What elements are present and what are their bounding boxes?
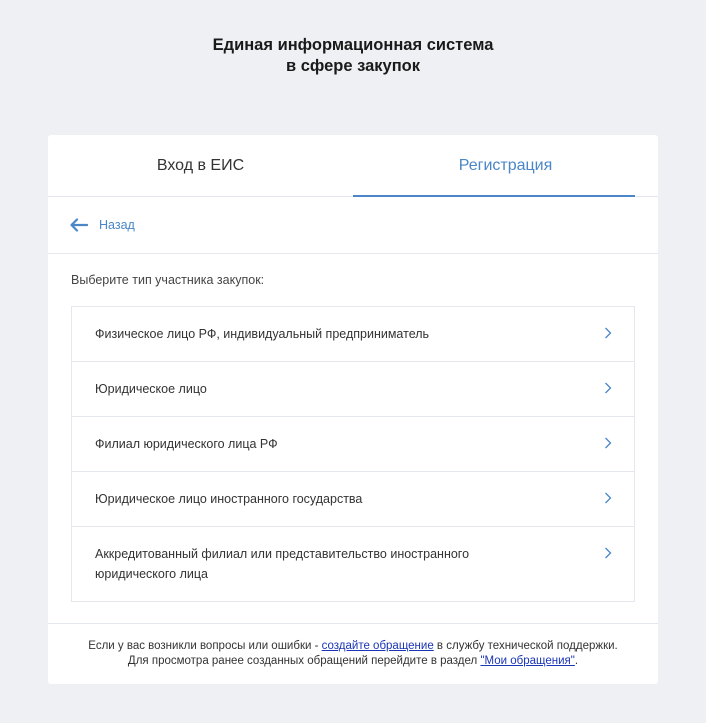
option-legal-entity[interactable] bbox=[72, 361, 634, 416]
option-label: Физическое лицо РФ, индивидуальный предприниматель bbox=[95, 327, 430, 341]
option-label: Аккредитованный филиал или представительство иностранного юридического лица bbox=[95, 547, 470, 581]
support-footer bbox=[48, 639, 658, 669]
participant-type-list bbox=[71, 306, 635, 602]
chevron-right-icon bbox=[604, 437, 612, 449]
option-legal-entity-branch[interactable] bbox=[72, 416, 634, 471]
chevron-right-icon bbox=[604, 492, 612, 504]
back-button[interactable] bbox=[48, 197, 658, 254]
tab-registration[interactable]: Регистрация bbox=[353, 135, 658, 196]
page-title bbox=[0, 35, 706, 77]
support-line-1 bbox=[48, 639, 658, 654]
chevron-right-icon bbox=[604, 547, 612, 559]
chevron-right-icon bbox=[604, 382, 612, 394]
option-label: Юридическое лицо bbox=[95, 382, 207, 396]
participant-type-prompt: Выберите тип участника закупок: bbox=[71, 273, 265, 287]
auth-card bbox=[48, 135, 658, 684]
chevron-right-icon bbox=[604, 327, 612, 339]
support-text: Для просмотра ранее созданных обращений перейдите в раздел bbox=[127, 655, 481, 667]
support-line-2 bbox=[48, 654, 658, 669]
option-accredited-foreign-branch[interactable] bbox=[72, 526, 634, 601]
my-requests-link[interactable]: "Мои обращения" bbox=[480, 655, 575, 667]
support-text: в службу технической поддержки. bbox=[433, 640, 618, 652]
page-title-line2: в сфере закупок bbox=[285, 57, 421, 75]
auth-tabs bbox=[48, 135, 658, 197]
tab-login[interactable]: Вход в ЕИС bbox=[156, 157, 245, 174]
arrow-left-icon bbox=[70, 218, 88, 232]
support-text: . bbox=[574, 655, 579, 667]
create-request-link[interactable]: создайте обращение bbox=[321, 640, 434, 652]
back-label: Назад bbox=[99, 218, 135, 232]
footer-divider bbox=[48, 623, 658, 624]
option-foreign-legal-entity[interactable] bbox=[72, 471, 634, 526]
support-text: Если у вас возникли вопросы или ошибки - bbox=[88, 640, 322, 652]
option-label: Юридическое лицо иностранного государства bbox=[95, 492, 363, 506]
option-individual[interactable] bbox=[72, 307, 634, 361]
option-label: Филиал юридического лица РФ bbox=[95, 437, 278, 451]
page-title-line1: Единая информационная система bbox=[212, 36, 494, 54]
